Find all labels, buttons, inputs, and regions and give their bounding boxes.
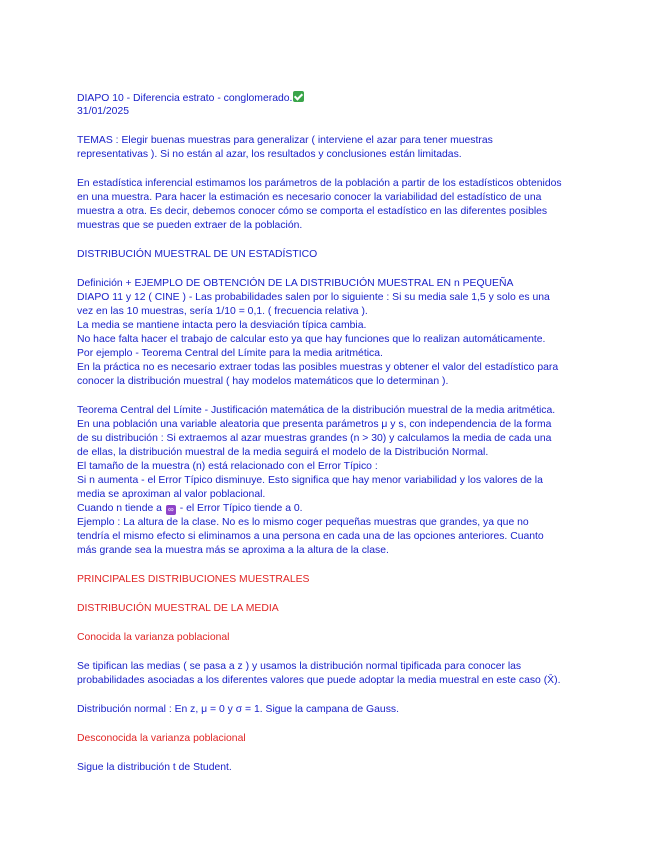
paragraph-line: media se aproximan al valor poblacional. — [77, 489, 266, 500]
paragraph-line: más grande sea la muestra más se aproxima a la altura de la clase. — [77, 545, 389, 556]
paragraph-line: muestras que se pueden extraer de la población. — [77, 220, 303, 231]
doc-title-line — [77, 91, 304, 106]
check-mark-icon — [293, 91, 304, 102]
paragraph-line: En una población una variable aleatoria que presenta parámetros μ y s, con independencia de la forma — [77, 419, 552, 430]
paragraph-line: Ejemplo : La altura de la clase. No es lo mismo coger pequeñas muestras que grandes, ya que no — [77, 517, 529, 528]
paragraph-line: conocer la distribución muestral ( hay modelos matemáticos que lo determinan ). — [77, 376, 449, 387]
paragraph-line: DIAPO 11 y 12 ( CINE ) - Las probabilidades salen por lo siguiente : Si su media sale 1,5 y solo es una — [77, 292, 550, 303]
doc-date: 31/01/2025 — [77, 106, 130, 117]
paragraph-line: de ellas, la distribución muestral de la media seguirá el modelo de la Distribución Normal. — [77, 447, 489, 458]
paragraph-line: Sigue la distribución t de Student. — [77, 762, 232, 773]
paragraph-line: probabilidades asociadas a los diferentes valores que puede adoptar la media muestral en este caso (X̄). — [77, 675, 561, 686]
section-heading: DISTRIBUCIÓN MUESTRAL DE UN ESTADÍSTICO — [77, 249, 318, 260]
paragraph-line: Por ejemplo - Teorema Central del Límite para la media aritmética. — [77, 348, 383, 359]
temas-line: TEMAS : Elegir buenas muestras para generalizar ( interviene el azar para tener muestras — [77, 135, 493, 146]
cuando-line — [77, 502, 303, 516]
section-heading: PRINCIPALES DISTRIBUCIONES MUESTRALES — [77, 574, 310, 585]
paragraph-line: En estadística inferencial estimamos los parámetros de la población a partir de los estadísticos obtenidos — [77, 178, 562, 189]
paragraph-line: muestra a otra. Es decir, debemos conocer cómo se comporta el estadístico en las diferentes posibles — [77, 206, 548, 217]
cuando-before: Cuando n tiende a — [77, 503, 162, 514]
paragraph-line: Distribución normal : En z, μ = 0 y σ = 1. Sigue la campana de Gauss. — [77, 704, 399, 715]
subsection-heading: Desconocida la varianza poblacional — [77, 733, 246, 744]
paragraph-line: Definición + EJEMPLO DE OBTENCIÓN DE LA DISTRIBUCIÓN MUESTRAL EN n PEQUEÑA — [77, 278, 514, 289]
paragraph-line: de su distribución : Si extraemos al azar muestras grandes (n > 30) y calculamos la media de cada una — [77, 433, 552, 444]
paragraph-line: Si n aumenta - el Error Típico disminuye. Esto significa que hay menor variabilidad y los valores de la — [77, 475, 543, 486]
paragraph-line: Se tipifican las medias ( se pasa a z ) y usamos la distribución normal tipificada para conocer las — [77, 661, 522, 672]
paragraph-line: En la práctica no es necesario extraer todas las posibles muestras y obtener el valor del estadístico para — [77, 362, 559, 373]
paragraph-line: en una muestra. Para hacer la estimación es necesario conocer la variabilidad del estadístico de una — [77, 192, 542, 203]
infinity-icon: ∞ — [166, 505, 176, 515]
paragraph-line: La media se mantiene intacta pero la desviación típica cambia. — [77, 320, 367, 331]
subsection-heading: Conocida la varianza poblacional — [77, 632, 230, 643]
cuando-after: - el Error Típico tiende a 0. — [179, 503, 303, 514]
paragraph-line: vez en las 10 muestras, sería 1/10 = 0,1. ( frecuencia relativa ). — [77, 306, 368, 317]
paragraph-line: El tamaño de la muestra (n) está relacionado con el Error Típico : — [77, 461, 378, 472]
paragraph-line: No hace falta hacer el trabajo de calcular esto ya que hay funciones que lo realizan automáticamente. — [77, 334, 546, 345]
doc-title: DIAPO 10 - Diferencia estrato - conglomerado. — [77, 93, 293, 104]
paragraph-line: Teorema Central del Límite - Justificación matemática de la distribución muestral de la media aritmética. — [77, 405, 556, 416]
section-heading: DISTRIBUCIÓN MUESTRAL DE LA MEDIA — [77, 603, 279, 614]
paragraph-line: tendría el mismo efecto si eliminamos a una persona en cada una de las opciones anteriores. Cuanto — [77, 531, 544, 542]
temas-line: representativas ). Si no están al azar, los resultados y conclusiones están limitadas. — [77, 149, 462, 160]
